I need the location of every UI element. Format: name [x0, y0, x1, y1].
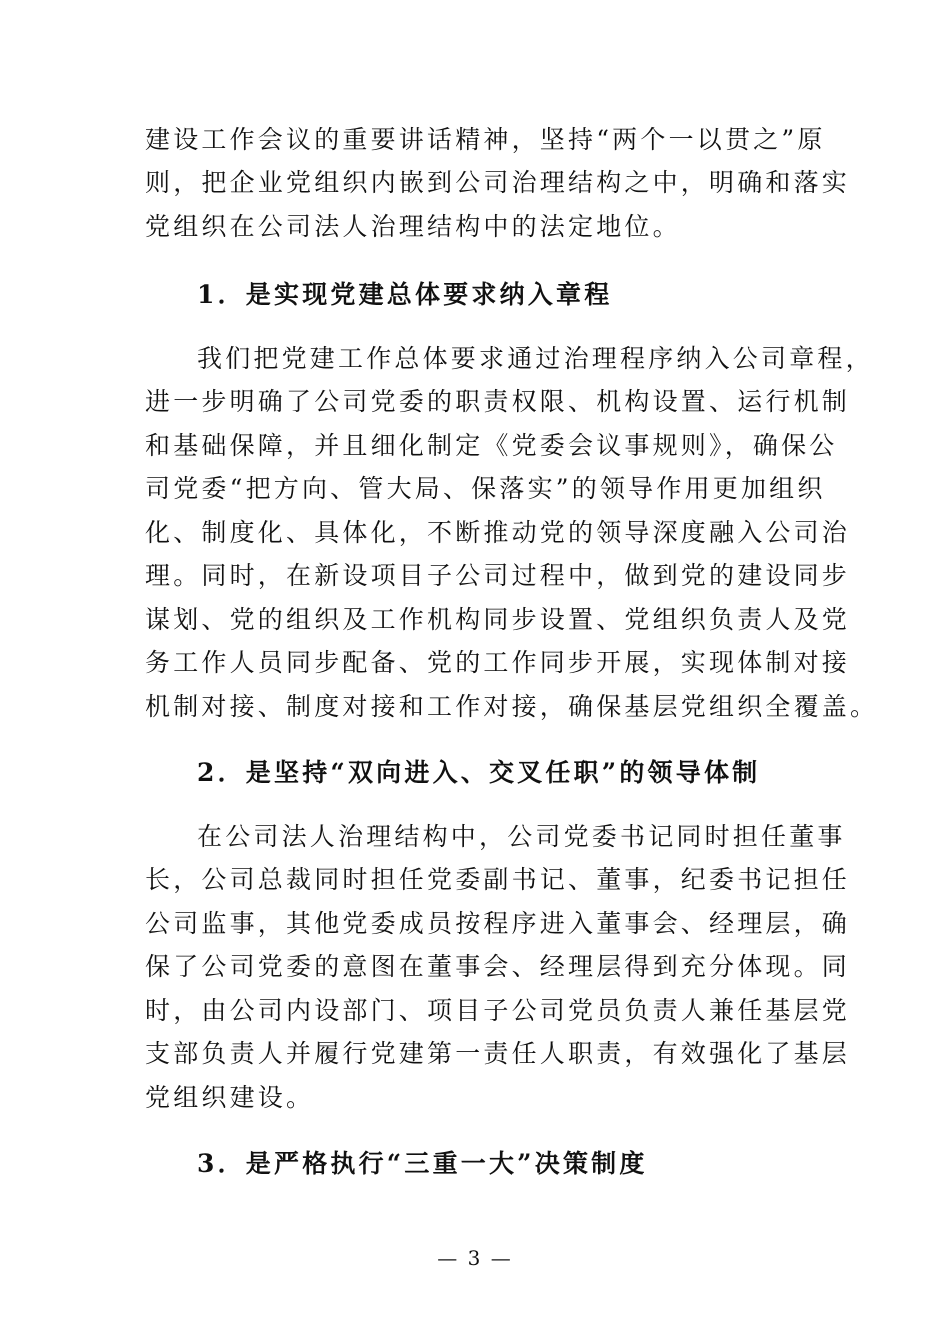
paragraph-line: 时，由公司内设部门、项目子公司党员负责人兼任基层党 — [145, 996, 851, 1025]
section-heading-2: 2．是坚持“双向进入、交叉任职”的领导体制 — [197, 758, 761, 787]
paragraph-line: 支部负责人并履行党建第一责任人职责，有效强化了基层 — [145, 1039, 851, 1068]
paragraph-line: 长，公司总裁同时担任党委副书记、董事，纪委书记担任 — [145, 865, 851, 894]
page-number: — 3 — — [437, 1246, 513, 1270]
section-heading-3: 3．是严格执行“三重一大”决策制度 — [197, 1149, 648, 1178]
section-heading-1: 1．是实现党建总体要求纳入章程 — [197, 280, 613, 309]
paragraph-line: 化、制度化、具体化，不断推动党的领导深度融入公司治 — [145, 518, 851, 547]
paragraph-line: 谋划、党的组织及工作机构同步设置、党组织负责人及党 — [145, 605, 851, 634]
paragraph-line: 进一步明确了公司党委的职责权限、机构设置、运行机制 — [145, 387, 851, 416]
paragraph-line: 理。同时，在新设项目子公司过程中，做到党的建设同步 — [145, 561, 851, 590]
paragraph-line: 党组织建设。 — [145, 1083, 315, 1112]
paragraph-line: 机制对接、制度对接和工作对接，确保基层党组织全覆盖。 — [145, 692, 879, 721]
paragraph-line: 党组织在公司法人治理结构中的法定地位。 — [145, 212, 681, 241]
paragraph-line: 和基础保障，并且细化制定《党委会议事规则》，确保公 — [145, 431, 838, 460]
paragraph-line: 则，把企业党组织内嵌到公司治理结构之中，明确和落实 — [145, 168, 851, 197]
paragraph-line: 司党委“把方向、管大局、保落实”的领导作用更加组织 — [145, 474, 826, 503]
paragraph-line: 我们把党建工作总体要求通过治理程序纳入公司章程， — [197, 344, 874, 373]
paragraph-line: 务工作人员同步配备、党的工作同步开展，实现体制对接 — [145, 648, 851, 677]
paragraph-line: 在公司法人治理结构中，公司党委书记同时担任董事 — [197, 822, 846, 851]
paragraph-line: 建设工作会议的重要讲话精神，坚持“两个一以贯之”原 — [145, 125, 826, 154]
paragraph-line: 公司监事，其他党委成员按程序进入董事会、经理层，确 — [145, 909, 851, 938]
paragraph-line: 保了公司党委的意图在董事会、经理层得到充分体现。同 — [145, 952, 851, 981]
